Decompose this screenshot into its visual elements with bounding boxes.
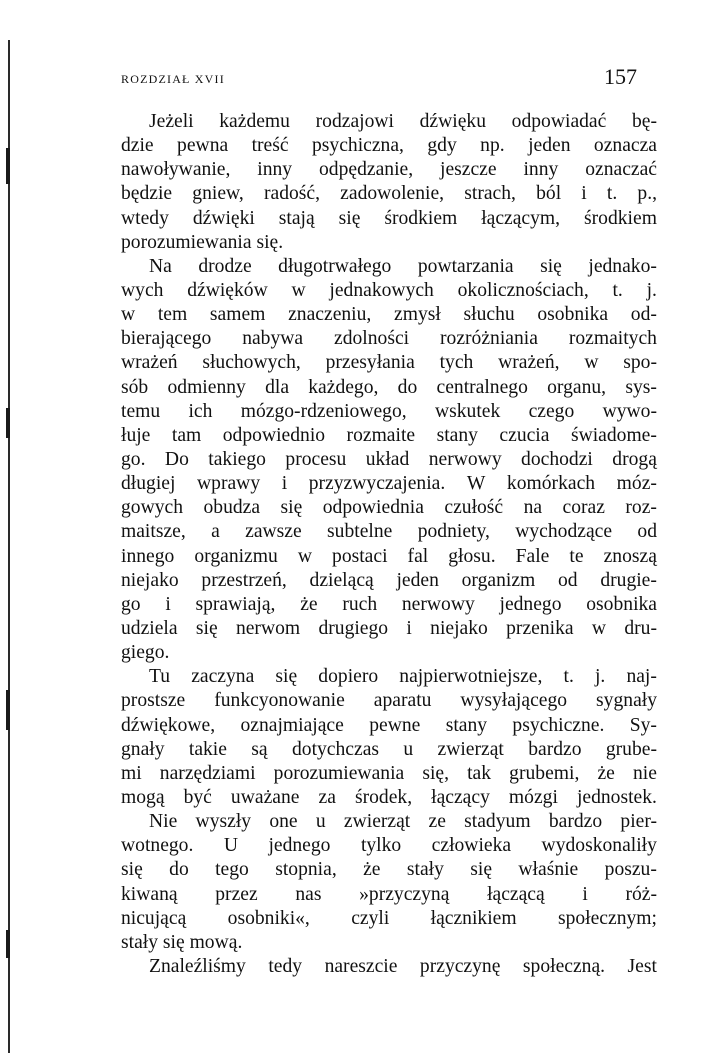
text-line xyxy=(121,231,657,255)
word: osobnika xyxy=(586,593,657,615)
word: u xyxy=(315,811,326,833)
word: subtelne xyxy=(327,521,393,543)
word: rozmaitych xyxy=(568,328,657,350)
word: będzie xyxy=(121,183,173,205)
word: takiego xyxy=(208,448,266,470)
word: Nie xyxy=(149,811,178,833)
word: wysyłającego xyxy=(460,690,568,712)
word: świadome- xyxy=(570,424,657,446)
running-head: ROZDZIAŁ XVII xyxy=(121,72,225,86)
word: nicującą xyxy=(121,907,187,929)
word: układ xyxy=(365,448,410,470)
word: tych xyxy=(439,352,474,374)
word: psychiczna, xyxy=(312,135,404,157)
word: w xyxy=(121,304,136,326)
word: uważane xyxy=(230,786,300,808)
word: zwierząt xyxy=(437,738,504,760)
text-line xyxy=(121,472,657,496)
word: w xyxy=(591,617,607,639)
word: oznaczać xyxy=(585,159,657,181)
word: udziela xyxy=(121,617,178,639)
word: dotychczas xyxy=(291,738,380,760)
text-line xyxy=(121,424,657,448)
text-line xyxy=(121,689,657,713)
word: postaci xyxy=(332,545,388,567)
word: słuchowych, xyxy=(202,352,301,374)
word: powtarzania xyxy=(417,255,514,277)
word: mózgi xyxy=(508,786,558,808)
word: W xyxy=(466,473,486,495)
word: gdy xyxy=(427,135,457,157)
word: tam xyxy=(171,424,202,446)
word: za xyxy=(318,786,336,808)
word: dźwięku xyxy=(419,111,487,132)
word: drugie- xyxy=(600,569,657,591)
word: się xyxy=(338,207,361,229)
word: j. xyxy=(594,666,606,688)
word: znoszą xyxy=(603,545,657,567)
word: stają xyxy=(278,207,315,229)
word: drugiego xyxy=(318,617,389,639)
word: samem xyxy=(209,304,266,326)
word: są xyxy=(251,738,268,760)
word: stopnia, xyxy=(275,859,337,881)
word: bardzo xyxy=(548,811,603,833)
word: fal xyxy=(407,545,429,567)
word: tylko xyxy=(360,835,402,857)
word: Sy- xyxy=(629,714,657,736)
word: u xyxy=(403,738,414,760)
word: się, xyxy=(422,762,449,784)
word: bardzo xyxy=(528,738,582,760)
word: odpędzanie, xyxy=(319,159,414,181)
word: środkiem xyxy=(384,207,458,229)
word: aparatu xyxy=(373,690,432,712)
text-line xyxy=(121,279,657,303)
word: łączącą xyxy=(487,883,545,905)
word: zaczyna xyxy=(191,666,255,688)
word: stały xyxy=(406,859,444,881)
word: ruch xyxy=(342,593,378,615)
text-line xyxy=(121,834,657,858)
word: p., xyxy=(637,183,657,205)
word: kiwaną xyxy=(121,883,178,905)
word: się xyxy=(275,666,298,688)
word: Na xyxy=(149,255,172,277)
word: sys- xyxy=(625,376,657,398)
line-text: giego. xyxy=(121,642,170,664)
word: U xyxy=(223,835,238,857)
word: sprawiają, xyxy=(195,593,276,615)
word: łączącym, xyxy=(481,207,561,229)
word: zawsze xyxy=(245,521,302,543)
word: środek, xyxy=(354,786,413,808)
text-line xyxy=(121,858,657,882)
word: zwierząt xyxy=(343,811,411,833)
word: społecznym; xyxy=(557,907,657,929)
word: od xyxy=(558,569,578,591)
word: procesu xyxy=(285,448,347,470)
word: osobniki«, xyxy=(227,907,310,929)
word: dru- xyxy=(624,617,657,639)
word: narzędziami xyxy=(159,762,256,784)
word: wych xyxy=(121,279,164,301)
word: oznajmiające xyxy=(240,714,344,736)
word: czyli xyxy=(351,907,390,929)
text-line xyxy=(121,207,657,231)
word: do xyxy=(169,859,189,881)
word: drodze xyxy=(198,255,252,277)
word: podniety, xyxy=(417,521,490,543)
text-line xyxy=(121,617,657,641)
word: t. xyxy=(563,666,574,688)
word: komórkach xyxy=(506,473,596,495)
word: Tu xyxy=(149,666,171,688)
word: oznacza xyxy=(593,135,657,157)
word: sób xyxy=(121,376,149,398)
word: łuje xyxy=(121,424,151,446)
word: że xyxy=(300,593,318,615)
word: wotnego. xyxy=(121,835,194,857)
word: Znaleźliśmy xyxy=(149,955,246,977)
word: centralnego xyxy=(436,376,528,398)
word: długiej xyxy=(121,473,176,495)
word: pewna xyxy=(177,135,229,157)
text-line xyxy=(121,955,657,979)
page-number: 157 xyxy=(604,64,637,89)
word: przyczynę xyxy=(419,955,501,977)
text-line xyxy=(121,182,657,206)
word: mogą xyxy=(121,786,165,808)
text-line xyxy=(121,158,657,182)
word: łączący xyxy=(431,786,490,808)
word: właśnie xyxy=(518,859,579,881)
word: drogą xyxy=(612,448,657,470)
word: zdolności xyxy=(334,328,410,350)
word: psychiczne. xyxy=(512,714,605,736)
word: że xyxy=(363,859,381,881)
word: zmysł xyxy=(394,304,441,326)
word: radość, xyxy=(263,183,321,205)
binding-mark xyxy=(6,930,10,958)
word: np. xyxy=(480,135,505,157)
text-line xyxy=(121,810,657,834)
word: najpierwotniejsze, xyxy=(399,666,543,688)
word: jeden xyxy=(528,135,571,157)
word: inny xyxy=(257,159,293,181)
word: stadyum xyxy=(464,811,531,833)
text-line xyxy=(121,665,657,689)
word: i xyxy=(406,617,412,639)
word: j. xyxy=(646,279,657,301)
word: przyzwyczajenia. xyxy=(308,473,446,495)
text-line xyxy=(121,520,657,544)
word: jeszcze xyxy=(440,159,497,181)
word: nerwom xyxy=(235,617,301,639)
word: nie xyxy=(632,762,657,784)
word: człowieka xyxy=(431,835,512,857)
word: gnały xyxy=(121,738,165,760)
word: czego xyxy=(528,400,575,422)
word: odmienny xyxy=(167,376,246,398)
word: inny xyxy=(523,159,559,181)
word: nas xyxy=(295,883,322,905)
binding-mark xyxy=(6,148,10,184)
word: odpowiednia xyxy=(322,497,424,519)
word: nabywa xyxy=(242,328,304,350)
word: przenika xyxy=(506,617,574,639)
text-line xyxy=(121,110,657,134)
word: że xyxy=(597,762,615,784)
word: grubemi, xyxy=(509,762,580,784)
word: gniew, xyxy=(192,183,244,205)
word: tem xyxy=(157,304,188,326)
word: gowych xyxy=(121,497,184,519)
word: spo- xyxy=(623,352,657,374)
word: wrażeń, xyxy=(498,352,560,374)
word: i xyxy=(581,183,587,205)
word: dochodzi xyxy=(521,448,593,470)
word: niejako xyxy=(121,569,179,591)
text-line xyxy=(121,448,657,472)
word: społeczną. xyxy=(522,955,606,977)
word: móz- xyxy=(616,473,657,495)
word: w xyxy=(584,352,599,374)
word: w xyxy=(291,279,306,301)
word: wskutek xyxy=(434,400,501,422)
word: go. xyxy=(121,448,146,470)
word: dzie xyxy=(121,135,154,157)
word: a xyxy=(211,521,220,543)
word: wprawy xyxy=(197,473,261,495)
word: wrażeń xyxy=(121,352,178,374)
line-text: stały się mową. xyxy=(121,931,243,953)
word: mózgo-rdzeniowego, xyxy=(240,400,407,422)
word: rozmaite xyxy=(346,424,416,446)
body-text xyxy=(121,110,657,979)
text-line xyxy=(121,545,657,569)
word: rodzajowi xyxy=(315,111,394,132)
word: pewne xyxy=(369,714,421,736)
word: grube- xyxy=(605,738,657,760)
word: tego xyxy=(215,859,249,881)
word: przez xyxy=(215,883,258,905)
word: porozumiewania xyxy=(273,762,405,784)
word: jednego xyxy=(268,835,331,857)
word: niejako xyxy=(430,617,488,639)
word: od- xyxy=(630,304,657,326)
word: ból xyxy=(536,183,562,205)
text-line xyxy=(121,641,657,665)
word: naj- xyxy=(626,666,657,688)
word: organizmu xyxy=(194,545,278,567)
word: się xyxy=(470,859,493,881)
word: i xyxy=(165,593,171,615)
word: nerwowy xyxy=(428,448,502,470)
word: Fale xyxy=(515,545,550,567)
word: wychodzące xyxy=(515,521,613,543)
word: wtedy xyxy=(121,207,169,229)
word: organu, xyxy=(547,376,607,398)
word: na xyxy=(523,497,543,519)
text-line xyxy=(121,762,657,786)
word: przestrzeń, xyxy=(201,569,287,591)
word: go xyxy=(121,593,141,615)
word: t. xyxy=(606,183,618,205)
word: nerwowy xyxy=(401,593,475,615)
text-line xyxy=(121,351,657,375)
word: dźwiękowe, xyxy=(121,714,216,736)
text-line xyxy=(121,303,657,327)
text-line xyxy=(121,786,657,810)
word: odpowiednio xyxy=(222,424,326,446)
word: mi xyxy=(121,762,142,784)
word: strach, xyxy=(464,183,516,205)
word: obudza xyxy=(203,497,261,519)
word: jednako- xyxy=(588,255,657,277)
word: zadowolenie, xyxy=(340,183,445,205)
word: coraz xyxy=(562,497,605,519)
text-line xyxy=(121,400,657,424)
word: się xyxy=(195,617,218,639)
word: czułość xyxy=(444,497,504,519)
word: organizm xyxy=(461,569,536,591)
word: one xyxy=(269,811,298,833)
word: stany xyxy=(436,424,478,446)
word: funkcyonowanie xyxy=(214,690,345,712)
text-line xyxy=(121,883,657,907)
binding-edge xyxy=(8,40,10,1053)
text-line xyxy=(121,134,657,158)
word: pier- xyxy=(620,811,657,833)
word: maitsze, xyxy=(121,521,186,543)
word: wydoskonaliły xyxy=(541,835,657,857)
word: przesyłania xyxy=(325,352,415,374)
text-line xyxy=(121,255,657,279)
word: poszu- xyxy=(604,859,657,881)
word: bierającego xyxy=(121,328,212,350)
word: długotrwałego xyxy=(278,255,392,277)
word: sygnały xyxy=(596,690,657,712)
word: tak xyxy=(467,762,492,784)
text-line xyxy=(121,376,657,400)
word: od xyxy=(637,521,657,543)
word: stany xyxy=(445,714,488,736)
word: treść xyxy=(251,135,289,157)
word: ich xyxy=(188,400,213,422)
word: być xyxy=(183,786,212,808)
word: dla xyxy=(265,376,290,398)
word: w xyxy=(297,545,312,567)
word: »przyczyną xyxy=(359,883,450,905)
line-text: porozumiewania się. xyxy=(121,231,284,253)
word: innego xyxy=(121,545,175,567)
text-line xyxy=(121,496,657,520)
word: słuchu xyxy=(463,304,515,326)
text-line xyxy=(121,593,657,617)
word: te xyxy=(569,545,584,567)
text-line xyxy=(121,714,657,738)
word: roz- xyxy=(625,497,657,519)
text-line xyxy=(121,907,657,931)
word: się xyxy=(280,497,303,519)
word: każdemu xyxy=(219,111,290,132)
word: nareszcie xyxy=(324,955,398,977)
word: łącznikiem xyxy=(430,907,517,929)
word: dźwięki xyxy=(192,207,255,229)
word: każdego, xyxy=(308,376,379,398)
word: temu xyxy=(121,400,161,422)
word: dźwięków xyxy=(187,279,268,301)
binding-mark xyxy=(6,690,10,730)
text-line xyxy=(121,569,657,593)
word: jednakowych xyxy=(329,279,434,301)
text-line xyxy=(121,931,657,955)
word: się xyxy=(121,859,143,881)
word: głosu. xyxy=(448,545,496,567)
word: prostsze xyxy=(121,690,186,712)
word: i xyxy=(582,883,588,905)
word: dopiero xyxy=(318,666,379,688)
word: Jest xyxy=(627,955,657,977)
word: Jeżeli xyxy=(149,111,194,132)
word: rozróżniania xyxy=(440,328,538,350)
word: takie xyxy=(188,738,227,760)
word: Do xyxy=(164,448,189,470)
word: i xyxy=(281,473,288,495)
word: środkiem xyxy=(584,207,657,229)
word: ze xyxy=(428,811,446,833)
binding-mark xyxy=(6,408,10,438)
word: jeden xyxy=(396,569,439,591)
word: wywo- xyxy=(602,400,657,422)
word: się xyxy=(540,255,562,277)
word: t. xyxy=(612,279,623,301)
text-line xyxy=(121,327,657,351)
word: do xyxy=(397,376,418,398)
word: osobnika xyxy=(537,304,609,326)
word: róż- xyxy=(625,883,657,905)
word: jednostek. xyxy=(576,786,657,808)
word: czucia xyxy=(499,424,550,446)
word: bę- xyxy=(631,111,657,132)
word: dzielącą xyxy=(309,569,374,591)
word: znaczeniu, xyxy=(288,304,372,326)
word: tedy xyxy=(268,955,303,977)
word: nawoływanie, xyxy=(121,159,231,181)
word: odpowiadać xyxy=(511,111,607,132)
word: jednego xyxy=(499,593,562,615)
text-line xyxy=(121,738,657,762)
word: wyszły xyxy=(195,811,252,833)
word: okolicznościach, xyxy=(457,279,589,301)
